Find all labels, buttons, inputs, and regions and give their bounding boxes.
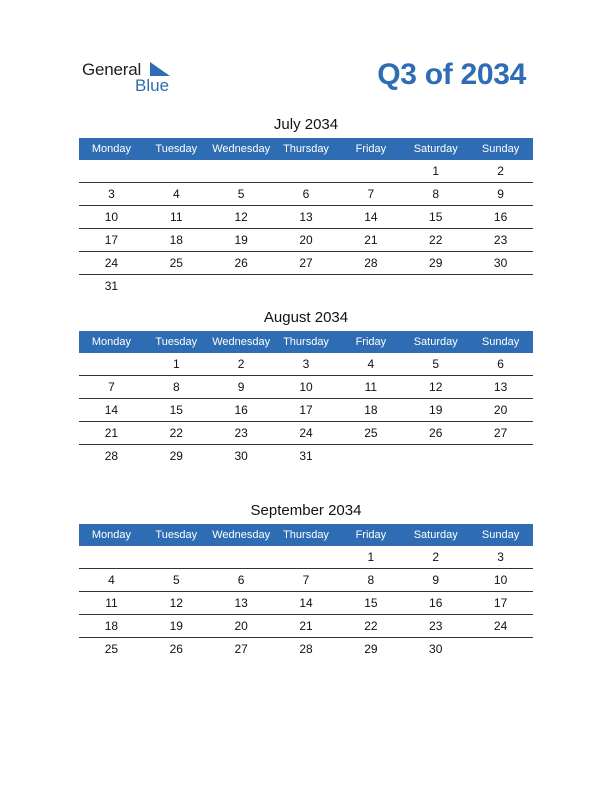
day-cell: 12 [429, 380, 443, 394]
day-cell: 10 [299, 380, 313, 394]
week-row [79, 422, 533, 445]
day-cell: 14 [364, 210, 378, 224]
day-cell [403, 275, 468, 297]
day-cell: 15 [364, 596, 378, 610]
day-cell: 6 [497, 357, 504, 371]
day-cell [144, 275, 209, 297]
month-title: August 2034 [263, 309, 349, 326]
week-row [79, 592, 533, 615]
day-cell: 3 [108, 187, 115, 201]
weekday-monday: Monday [91, 143, 131, 155]
day-cell: 30 [429, 642, 443, 656]
day-cell: 8 [172, 380, 180, 394]
day-cell: 22 [429, 233, 443, 247]
day-cell [338, 445, 403, 467]
weekday-sunday: Sunday [481, 529, 520, 541]
day-cell: 29 [364, 642, 378, 656]
day-cell: 30 [493, 256, 508, 270]
day-cell: 2 [237, 357, 245, 371]
day-cell: 23 [234, 426, 248, 440]
week-row [79, 229, 533, 252]
week-row [79, 376, 533, 399]
day-cell [338, 275, 403, 297]
day-cell: 27 [493, 426, 508, 440]
week-rows [79, 160, 533, 297]
weekday-friday: Friday [355, 143, 387, 155]
weekday-header [79, 331, 533, 353]
weekday-tuesday: Tuesday [155, 143, 198, 155]
week-rows [79, 546, 533, 660]
day-cell [79, 160, 144, 182]
day-cell: 9 [237, 380, 245, 394]
weekday-sunday: Sunday [481, 143, 520, 155]
weekday-friday: Friday [355, 336, 387, 348]
weekday-header [79, 524, 533, 546]
brand-triangle-icon [150, 62, 170, 76]
day-cell [403, 445, 468, 467]
day-cell: 22 [169, 426, 183, 440]
week-row [79, 353, 533, 376]
day-cell: 14 [299, 596, 313, 610]
day-cell: 26 [429, 426, 443, 440]
day-cell: 13 [299, 210, 313, 224]
day-cell: 28 [364, 256, 378, 270]
weekday-thursday: Thursday [283, 529, 329, 541]
day-cell [79, 546, 144, 568]
brand-blue: Blue [135, 76, 170, 95]
day-cell: 28 [104, 449, 119, 463]
day-cell [468, 638, 533, 660]
day-cell: 30 [234, 449, 248, 463]
day-cell: 20 [299, 233, 313, 247]
week-row [79, 445, 533, 467]
day-cell: 31 [104, 279, 119, 293]
weekday-saturday: Saturday [413, 336, 458, 348]
day-cell: 22 [364, 619, 378, 633]
day-cell: 21 [299, 619, 313, 633]
weekday-tuesday: Tuesday [155, 336, 198, 348]
week-row [79, 638, 533, 660]
week-row [79, 206, 533, 229]
day-cell: 6 [302, 187, 310, 201]
weekday-tuesday: Tuesday [155, 529, 198, 541]
day-cell [209, 275, 274, 297]
day-cell: 11 [105, 596, 118, 610]
day-cell: 5 [432, 357, 440, 371]
day-cell: 18 [364, 403, 378, 417]
day-cell: 23 [493, 233, 508, 247]
day-cell [144, 160, 209, 182]
day-cell: 11 [364, 380, 378, 394]
day-cell [79, 353, 144, 375]
day-cell: 3 [302, 357, 310, 371]
weekday-saturday: Saturday [413, 143, 458, 155]
weekday-wednesday: Wednesday [212, 336, 271, 348]
day-cell: 13 [234, 596, 248, 610]
day-cell: 15 [429, 210, 443, 224]
day-cell: 1 [172, 357, 180, 371]
day-cell: 12 [234, 210, 248, 224]
page-title: Q3 of 2034 [377, 58, 526, 91]
day-cell: 6 [237, 573, 245, 587]
day-cell: 25 [104, 642, 119, 656]
day-cell: 26 [169, 642, 183, 656]
month-august [79, 309, 533, 467]
day-cell: 18 [169, 233, 183, 247]
day-cell: 9 [497, 187, 504, 201]
day-cell [144, 546, 209, 568]
day-cell: 2 [432, 550, 440, 564]
day-cell [338, 160, 403, 182]
weekday-header [79, 138, 533, 160]
day-cell: 17 [493, 596, 508, 610]
day-cell [274, 546, 339, 568]
day-cell: 13 [493, 380, 508, 394]
day-cell: 7 [302, 573, 310, 587]
week-row [79, 399, 533, 422]
day-cell: 26 [234, 256, 248, 270]
day-cell [209, 160, 274, 182]
day-cell: 19 [234, 233, 248, 247]
day-cell: 17 [104, 233, 119, 247]
day-cell: 8 [367, 573, 375, 587]
brand-general: General [82, 60, 142, 79]
day-cell: 3 [497, 550, 504, 564]
week-row [79, 160, 533, 183]
day-cell: 20 [234, 619, 248, 633]
day-cell: 25 [364, 426, 378, 440]
day-cell [209, 546, 274, 568]
day-cell: 19 [169, 619, 183, 633]
month-title: July 2034 [273, 116, 339, 133]
day-cell: 12 [169, 596, 183, 610]
day-cell: 4 [172, 187, 180, 201]
day-cell: 27 [299, 256, 313, 270]
day-cell: 10 [493, 573, 508, 587]
day-cell: 2 [497, 164, 504, 178]
month-july [79, 116, 533, 297]
day-cell: 24 [299, 426, 313, 440]
weekday-sunday: Sunday [481, 336, 520, 348]
weekday-thursday: Thursday [283, 143, 329, 155]
week-row [79, 615, 533, 638]
week-row [79, 183, 533, 206]
weekday-thursday: Thursday [283, 336, 329, 348]
weekday-wednesday: Wednesday [212, 529, 271, 541]
day-cell: 28 [299, 642, 313, 656]
day-cell: 24 [104, 256, 119, 270]
weekday-saturday: Saturday [413, 529, 458, 541]
day-cell: 21 [364, 233, 378, 247]
weekday-monday: Monday [91, 529, 131, 541]
day-cell: 9 [432, 573, 440, 587]
weekday-monday: Monday [91, 336, 131, 348]
day-cell [468, 445, 533, 467]
week-row [79, 569, 533, 592]
day-cell: 29 [169, 449, 183, 463]
day-cell: 7 [108, 380, 115, 394]
brand-logo [82, 60, 192, 96]
day-cell: 4 [367, 357, 375, 371]
week-row [79, 252, 533, 275]
day-cell: 4 [108, 573, 115, 587]
day-cell [274, 275, 339, 297]
week-row [79, 275, 533, 297]
day-cell: 27 [234, 642, 248, 656]
month-september [79, 502, 533, 660]
day-cell: 19 [429, 403, 443, 417]
day-cell: 7 [367, 187, 375, 201]
day-cell: 14 [104, 403, 119, 417]
day-cell: 31 [299, 449, 313, 463]
day-cell: 16 [234, 403, 248, 417]
day-cell: 11 [170, 210, 183, 224]
day-cell: 16 [493, 210, 508, 224]
day-cell: 23 [429, 619, 443, 633]
day-cell [468, 275, 533, 297]
day-cell: 5 [172, 573, 180, 587]
day-cell: 1 [432, 164, 440, 178]
week-rows [79, 353, 533, 467]
day-cell: 17 [299, 403, 313, 417]
day-cell: 8 [432, 187, 440, 201]
day-cell: 5 [237, 187, 245, 201]
weekday-wednesday: Wednesday [212, 143, 271, 155]
day-cell: 25 [169, 256, 183, 270]
day-cell: 20 [493, 403, 508, 417]
day-cell: 18 [104, 619, 119, 633]
day-cell: 29 [429, 256, 443, 270]
day-cell: 21 [104, 426, 119, 440]
weekday-friday: Friday [355, 529, 387, 541]
day-cell: 15 [169, 403, 183, 417]
day-cell: 10 [104, 210, 119, 224]
month-title: September 2034 [250, 502, 362, 519]
day-cell: 1 [367, 550, 375, 564]
day-cell: 16 [429, 596, 443, 610]
day-cell: 24 [493, 619, 508, 633]
week-row [79, 546, 533, 569]
day-cell [274, 160, 339, 182]
